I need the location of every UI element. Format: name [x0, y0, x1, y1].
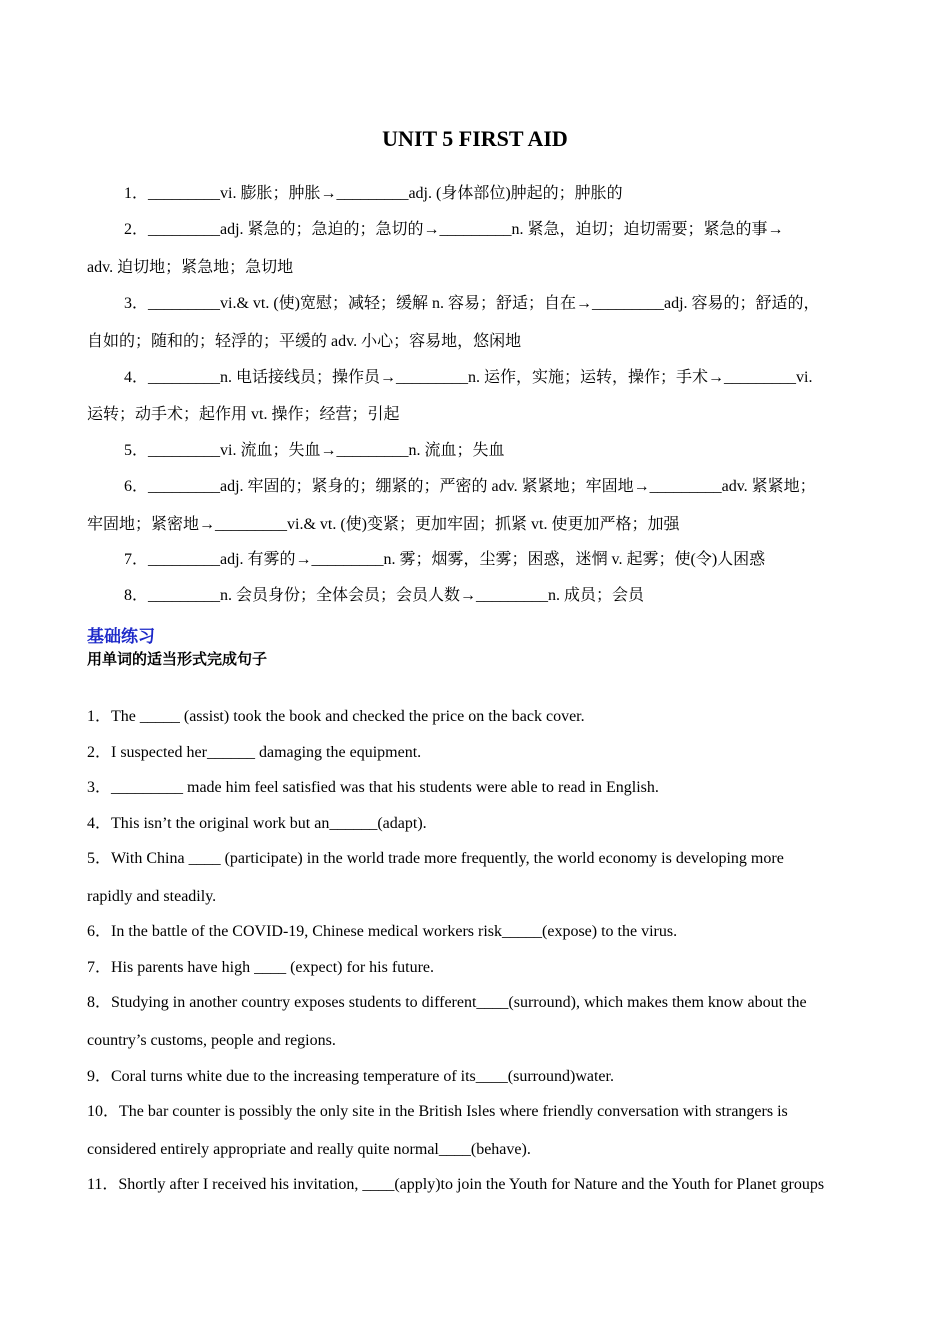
exercise-line: considered entirely appropriate and really quite normal____(behave). [87, 1141, 531, 1158]
exercise-line: 4．This isn’t the original work but an______(adapt). [87, 815, 427, 832]
exercise-line: country’s customs, people and regions. [87, 1032, 336, 1049]
vocab-line: 5．_________vi. 流血；失血→_________n. 流血；失血 [124, 442, 505, 459]
vocab-line: 8．_________n. 会员身份；全体会员；会员人数→_________n. 成员；会员 [124, 587, 645, 604]
exercise-line: rapidly and steadily. [87, 888, 217, 905]
exercise-line: 8．Studying in another country exposes students to different____(surround), which makes them know about the [87, 994, 807, 1011]
exercise-line: 7．His parents have high ____ (expect) for his future. [87, 959, 435, 976]
vocab-line: 运转；动手术；起作用 vt. 操作；经营；引起 [87, 406, 400, 423]
vocab-line: 4．_________n. 电话接线员；操作员→_________n. 运作，实施；运转，操作；手术→_________vi. [124, 369, 813, 386]
section-subheading: 用单词的适当形式完成句子 [87, 650, 268, 668]
exercise-line: 10．The bar counter is possibly the only site in the British Isles where friendly conversation with strangers is [87, 1103, 788, 1120]
section-heading: 基础练习 [87, 627, 155, 647]
vocab-line: 3．_________vi.& vt. (使)宽慰；减轻；缓解 n. 容易；舒适；自在→_________adj. 容易的；舒适的， [124, 295, 820, 312]
vocab-line: adv. 迫切地；紧急地；急切地 [87, 259, 294, 276]
exercise-line: 1．The _____ (assist) took the book and checked the price on the back cover. [87, 708, 585, 725]
vocab-line: 7．_________adj. 有雾的→_________n. 雾；烟雾，尘雾；困惑，迷惘 v. 起雾；使(令)人困惑 [124, 551, 766, 568]
exercise-line: 3．_________ made him feel satisfied was that his students were able to read in English. [87, 779, 659, 796]
exercise-line: 11．Shortly after I received his invitation, ____(apply)to join the Youth for Nature and the Youth for Planet groups [87, 1176, 825, 1193]
vocab-line: 2．_________adj. 紧急的；急迫的；急切的→_________n. 紧急，迫切；迫切需要；紧急的事→ [124, 221, 784, 238]
vocab-line: 牢固地；紧密地→_________vi.& vt. (使)变紧；更加牢固；抓紧 vt. 使更加严格；加强 [87, 516, 680, 533]
exercise-line: 6．In the battle of the COVID-19, Chinese medical workers risk_____(expose) to the virus. [87, 923, 678, 940]
exercise-line: 2．I suspected her______ damaging the equipment. [87, 744, 422, 761]
exercise-line: 9．Coral turns white due to the increasing temperature of its____(surround)water. [87, 1068, 614, 1085]
page-title: UNIT 5 FIRST AID [382, 126, 568, 151]
vocab-line: 6．_________adj. 牢固的；紧身的；绷紧的；严密的 adv. 紧紧地；牢固地→_________adv. 紧紧地； [124, 478, 816, 495]
exercise-line: 5．With China ____ (participate) in the world trade more frequently, the world economy is developing more [87, 850, 784, 867]
vocab-line: 自如的；随和的；轻浮的；平缓的 adv. 小心；容易地，悠闲地 [87, 333, 522, 350]
vocab-line: 1．_________vi. 膨胀；肿胀→_________adj. (身体部位)肿起的；肿胀的 [124, 185, 623, 202]
